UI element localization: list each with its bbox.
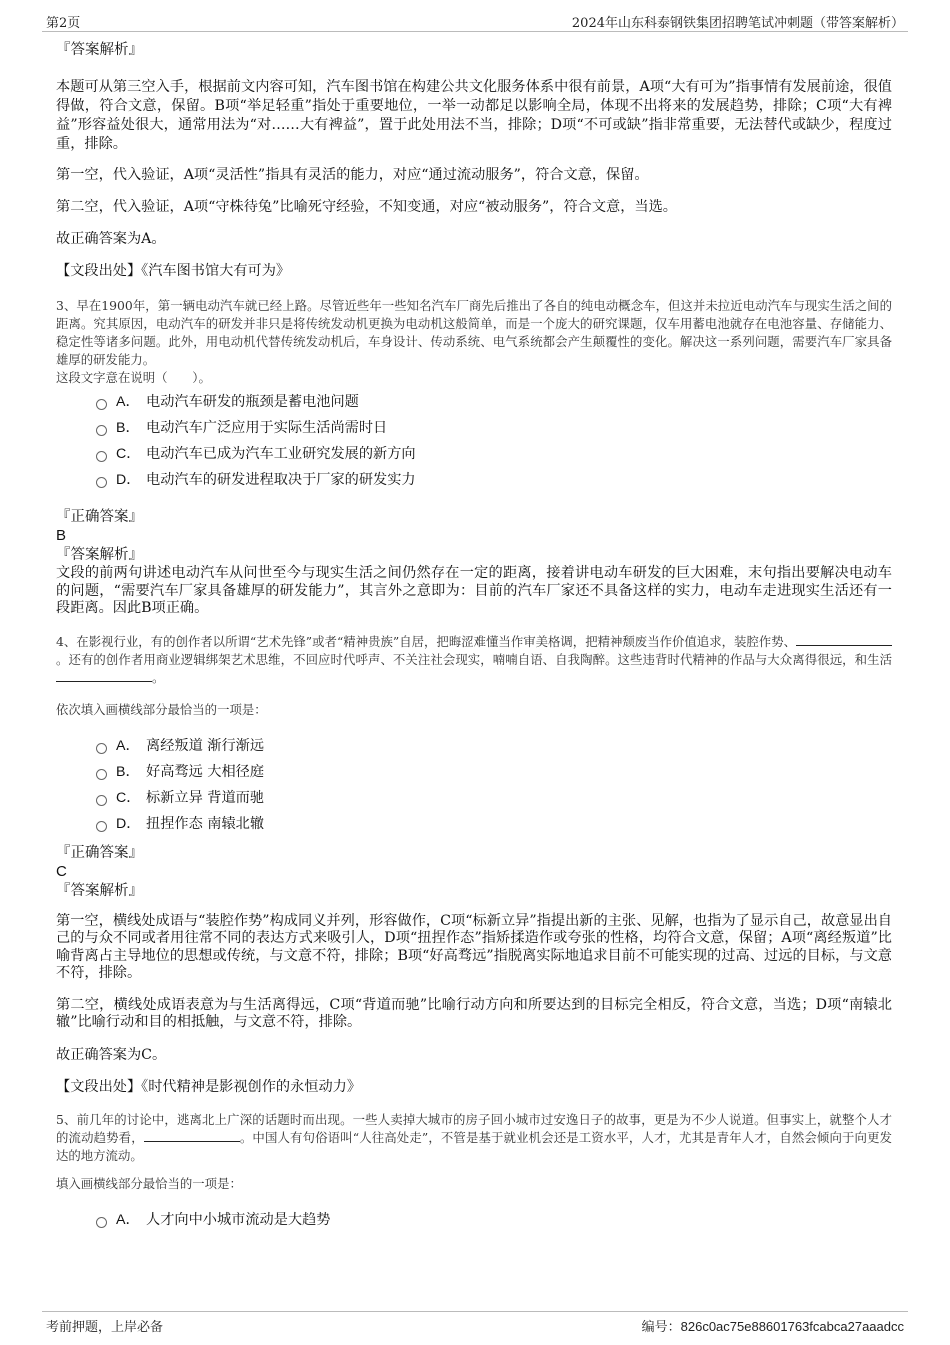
page-number: 第2页	[46, 16, 81, 31]
q5-stem: 5、前几年的讨论中，逃离北上广深的话题时而出现。一些人卖掉大城市的房子回小城市过安逸日子的故事，更是为不少人说道。但事实上，就整个人才的流动趋势看， 。中国人有句俗语叫“人往高处走”，不管是基于就业机会还是工资水平，人才，尤其是青年人才，自然会倾向于向更发达的地方流动。	[56, 1111, 893, 1163]
page-content	[56, 40, 892, 1235]
q2-conclusion: 故正确答案为A。	[56, 231, 166, 247]
source-title: 《时代精神是影视创作的永恒动力》	[141, 1078, 362, 1095]
radio-icon[interactable]	[96, 821, 107, 832]
document-code: 编号：826c0ac75e88601763fcabca27aaadcc	[641, 1319, 904, 1335]
q2-analysis-heading: 『答案解析』	[56, 42, 143, 58]
radio-icon[interactable]	[96, 399, 107, 410]
source-label: 【文段出处】	[56, 263, 142, 279]
q3-analysis: 文段的前两句讲述电动汽车从问世至今与现实生活之间仍然存在一定的距离，接着讲电动车研发的巨大困难，末句指出要解决电动车的问题，“需要汽车厂家具备雄厚的研发能力”，其言外之意即为：目前的汽车厂家还不具备这样的实力，电动车走进现实生活还有一段距离。因此B项正确。	[56, 565, 892, 616]
q4-option-c[interactable]: C． 标新立异 背道而驰	[56, 787, 892, 813]
q4-option-d[interactable]: D． 扭捏作态 南辕北辙	[56, 813, 892, 839]
q2-source	[56, 261, 892, 281]
radio-icon[interactable]	[96, 795, 107, 806]
q4-options	[56, 735, 892, 839]
q3-option-d[interactable]: D． 电动汽车的研发进程取决于厂家的研发实力	[56, 469, 892, 495]
page-footer	[42, 1311, 908, 1340]
q4-analysis-heading: 『答案解析』	[56, 882, 143, 899]
q4-answer: C	[56, 862, 67, 880]
radio-icon[interactable]	[96, 477, 107, 488]
q4-prompt: 依次填入画横线部分最恰当的一项是：	[56, 701, 267, 717]
q3-answer: B	[56, 527, 67, 544]
radio-icon[interactable]	[96, 1217, 107, 1228]
q4-analysis-paragraph: 第一空，横线处成语与“装腔作势”构成同义并列，形容做作，C项“标新立异”指提出新的主张、见解，也指为了显示自己，故意显出自己的与众不同或者用往常不同的表达方式来吸引人，D项“扭捏作态”指矫揉造作或夸张的性格，均符合文意，保留；A项“离经叛道”比喻背离占主导地位的思想或传统，与文意不符，排除；B项“好高骛远”指脱离实际地追求目前不可能实现的过高、过远的目标，与文意不符，排除。	[56, 912, 892, 981]
q2-analysis-paragraph: 第二空，代入验证，A项“守株待兔”比喻死守经验，不知变通，对应“被动服务”，符合文意，当选。	[56, 199, 677, 215]
q4-answer-heading: 『正确答案』	[56, 844, 143, 861]
source-label: 【文段出处】	[56, 1078, 142, 1095]
q5-prompt: 填入画横线部分最恰当的一项是：	[56, 1175, 242, 1191]
radio-icon[interactable]	[96, 451, 107, 462]
fill-blank	[796, 633, 892, 646]
q4-source	[56, 1077, 892, 1097]
q5-options	[56, 1209, 892, 1235]
q3-prompt: 这段文字意在说明（ ）。	[56, 370, 211, 385]
document-title: 2024年山东科泰钢铁集团招聘笔试冲刺题（带答案解析）	[571, 16, 904, 31]
fill-blank	[144, 1129, 240, 1142]
radio-icon[interactable]	[96, 743, 107, 754]
radio-icon[interactable]	[96, 425, 107, 436]
q4-option-a[interactable]: A． 离经叛道 渐行渐远	[56, 735, 892, 761]
source-title: 《汽车图书馆大有可为》	[141, 263, 291, 279]
q2-analysis-paragraph: 第一空，代入验证，A项“灵活性”指具有灵活的能力，对应“通过流动服务”，符合文意，保留。	[56, 167, 649, 183]
q3-option-a[interactable]: A． 电动汽车研发的瓶颈是蓄电池问题	[56, 391, 892, 417]
fill-blank	[56, 669, 152, 682]
q3-stem: 3、早在1900年，第一辆电动汽车就已经上路。尽管近些年一些知名汽车厂商先后推出了各自的纯电动概念车，但这并未拉近电动汽车与现实生活之间的距离。究其原因，电动汽车的研发并非只是将传统发动机更换为电动机这般简单，而是一个庞大的研究课题，仅车用蓄电池就存在电池容量、存储能力、稳定性等诸多问题。此外，用电动机代替传统发动机后，车身设计、传动系统、电气系统都会产生颠覆性的变化。解决这一系列问题，需要汽车厂家具备雄厚的研发能力。	[56, 298, 892, 367]
q4-analysis-paragraph: 第二空，横线处成语表意为与生活离得远，C项“背道而驰”比喻行动方向和所要达到的目标完全相反，符合文意，当选；D项“南辕北辙”比喻行动和目的相抵触，与文意不符，排除。	[56, 996, 892, 1030]
radio-icon[interactable]	[96, 769, 107, 780]
q4-option-b[interactable]: B． 好高骛远 大相径庭	[56, 761, 892, 787]
q3-option-b[interactable]: B． 电动汽车广泛应用于实际生活尚需时日	[56, 417, 892, 443]
page-header	[42, 9, 908, 32]
q3-option-c[interactable]: C． 电动汽车已成为汽车工业研究发展的新方向	[56, 443, 892, 469]
q3-analysis-heading: 『答案解析』	[56, 547, 143, 563]
q5-option-a[interactable]: A． 人才向中小城市流动是大趋势	[56, 1209, 892, 1235]
q2-analysis-paragraph: 本题可从第三空入手，根据前文内容可知，汽车图书馆在构建公共文化服务体系中很有前景，A项“大有可为”指事情有发展前途，很值得做，符合文意，保留。B项“举足轻重”指处于重要地位，一举一动都足以影响全局，体现不出将来的发展趋势，排除；C项“大有裨益”形容益处很大，通常用法为“对……大有裨益”，置于此处用法不当，排除；D项“不可或缺”指非常重要，无法替代或缺少，程度过重，排除。	[56, 79, 892, 152]
q3-options	[56, 391, 892, 495]
q4-stem: 4、在影视行业，有的创作者以所谓“艺术先锋”或者“精神贵族”自居，把晦涩难懂当作审美格调，把精神颓废当作价值追求，装腔作势、。还有的创作者用商业逻辑绑架艺术思维，不回应时代呼声、不关注社会现实，喃喃自语、自我陶醉。这些违背时代精神的作品与大众离得很远，和生活 。	[56, 633, 892, 685]
q4-conclusion: 故正确答案为C。	[56, 1046, 167, 1063]
footer-slogan: 考前押题，上岸必备	[46, 1320, 164, 1335]
q3-answer-heading: 『正确答案』	[56, 509, 143, 525]
